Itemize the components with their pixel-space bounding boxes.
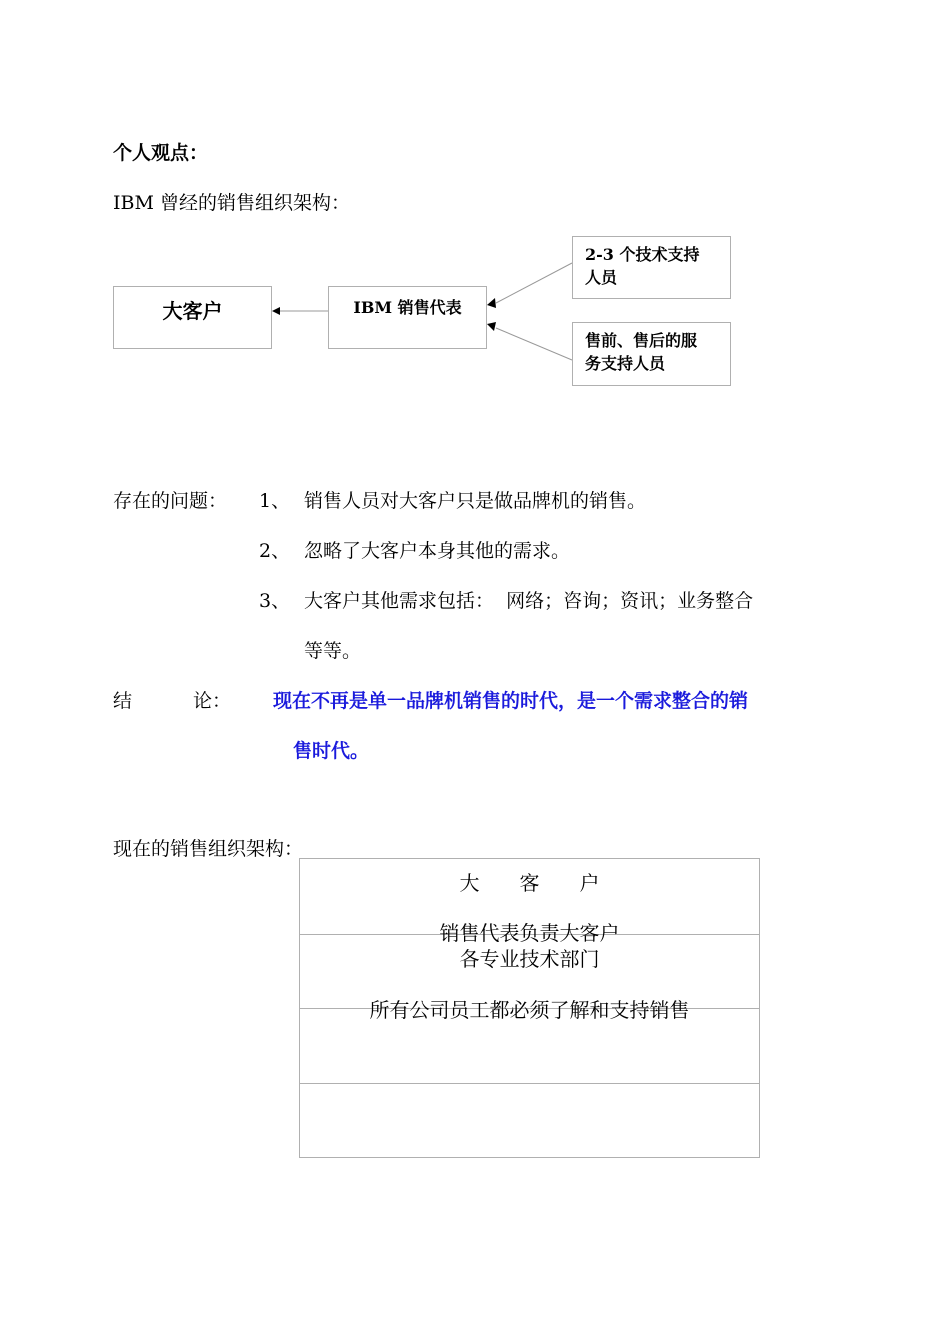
connector-tech-rep <box>496 263 572 303</box>
service-box-line2: 务支持人员 <box>585 354 666 373</box>
tech-box-line2: 人员 <box>585 268 618 287</box>
conclusion-text-line1: 现在不再是单一品牌机销售的时代，是一个需求整合的销 <box>273 690 749 712</box>
problem-num-3: 3、 <box>259 590 291 612</box>
section-heading: 个人观点： <box>113 142 209 164</box>
table-row-sales-rep: 销售代表负责大客户 <box>439 921 620 945</box>
problem-num-2: 2、 <box>259 540 291 562</box>
problems-label: 存在的问题： <box>113 490 228 512</box>
service-support-box <box>572 322 731 386</box>
service-support-box-label <box>585 329 722 375</box>
tech-support-box-label <box>585 243 722 289</box>
sales-rep-box <box>328 286 487 349</box>
table-row-client: 大 客 户 <box>459 871 600 895</box>
connector-lines <box>0 0 950 420</box>
client-box <box>113 286 272 349</box>
tech-box-line1: 2-3 个技术支持 <box>585 245 700 264</box>
connector-service-rep <box>496 328 572 360</box>
conclusion-text-line2: 售时代。 <box>293 740 370 762</box>
table-row-all-staff: 所有公司员工都必须了解和支持销售 <box>369 998 690 1022</box>
problem-item-2: 忽略了大客户本身其他的需求。 <box>304 540 571 562</box>
arrow-from-tech <box>487 298 496 308</box>
tech-support-box <box>572 236 731 299</box>
conclusion-label-a: 结 <box>113 690 133 712</box>
conclusion-label-b: 论： <box>193 690 232 712</box>
service-box-line1: 售前、售后的服 <box>585 331 698 350</box>
arrow-from-service <box>487 322 496 331</box>
problem-item-3-continued: 等等。 <box>304 640 362 662</box>
sales-rep-box-label: IBM 销售代表 <box>353 298 462 317</box>
table-row-tech-depts: 各专业技术部门 <box>459 947 600 971</box>
current-structure-title: 现在的销售组织架构： <box>113 838 304 860</box>
ibm-structure-title: IBM 曾经的销售组织架构： <box>113 192 350 214</box>
arrow-to-client <box>272 307 280 315</box>
problem-num-1: 1、 <box>259 490 291 512</box>
problem-item-1: 销售人员对大客户只是做品牌机的销售。 <box>304 490 647 512</box>
table-divider-3 <box>300 1083 759 1084</box>
current-structure-table <box>299 858 760 1158</box>
client-box-label: 大客户 <box>162 299 223 323</box>
problem-item-3: 大客户其他需求包括： 网络；咨询；资讯；业务整合 <box>304 590 754 612</box>
